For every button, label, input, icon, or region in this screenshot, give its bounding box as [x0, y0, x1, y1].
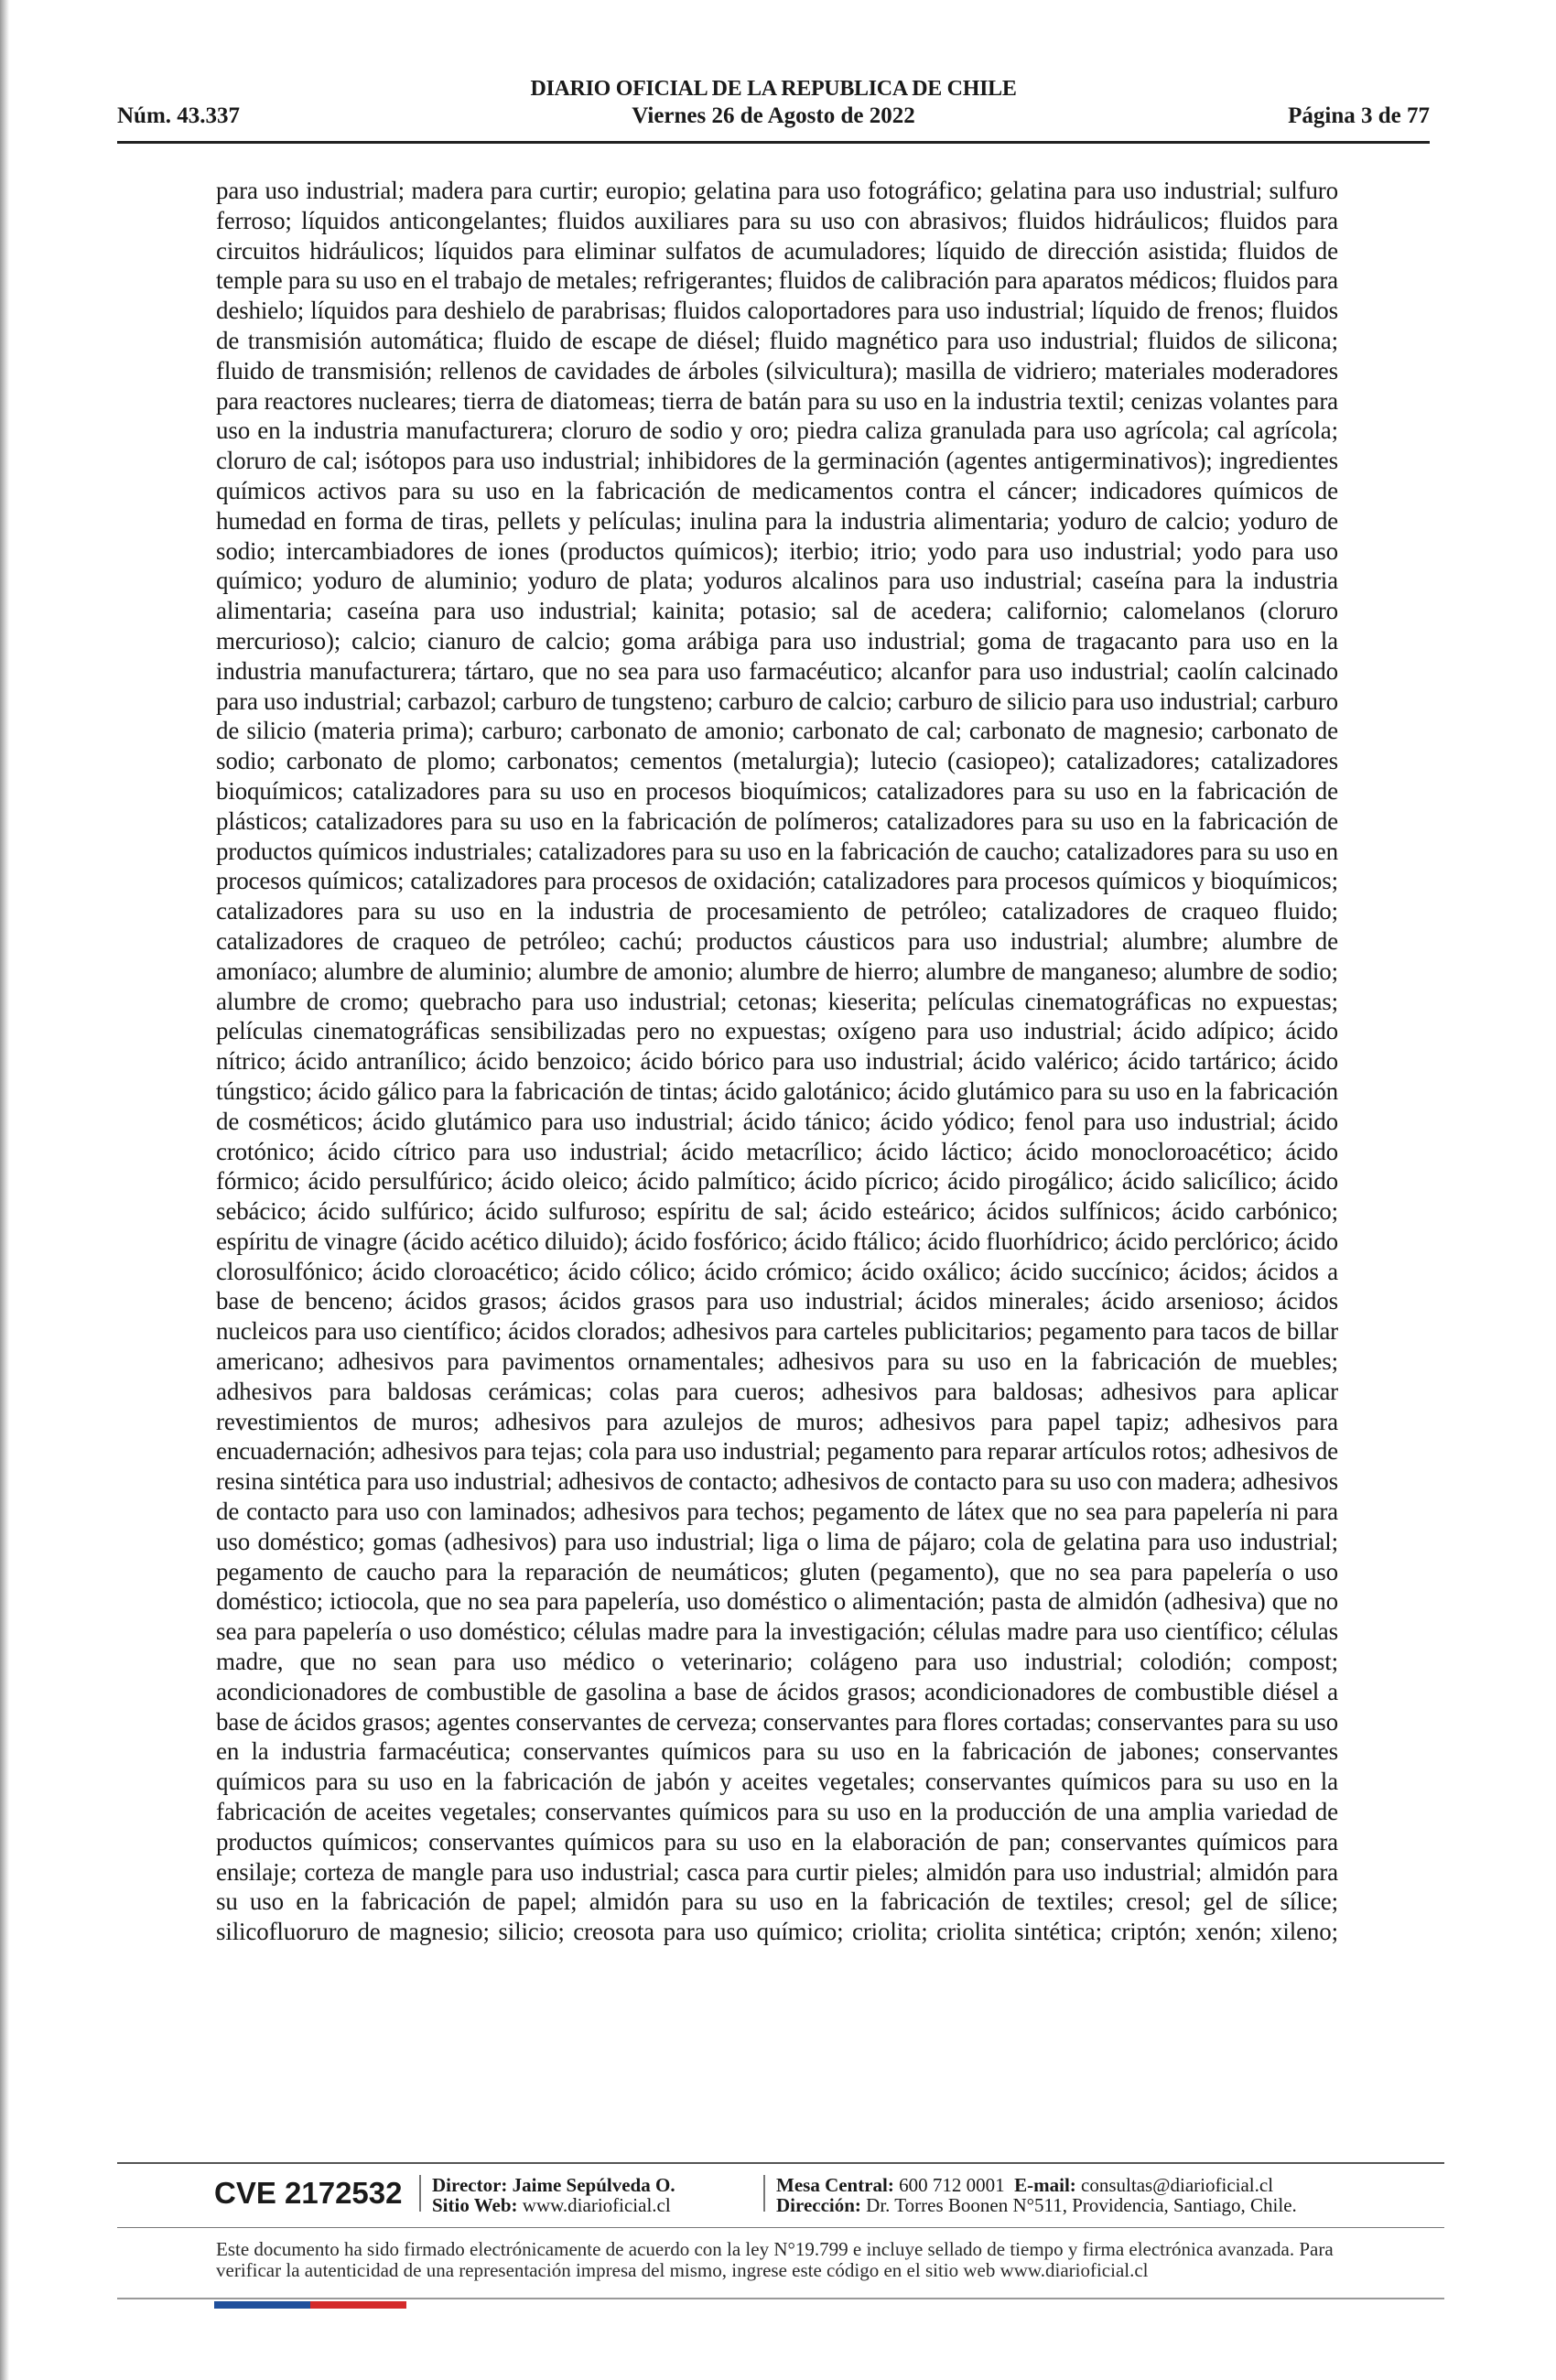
- footer-separator: [419, 2175, 421, 2212]
- newspaper-title: DIARIO OFICIAL DE LA REPUBLICA DE CHILE: [530, 77, 1017, 101]
- director-label: Director:: [432, 2174, 508, 2196]
- legal-notice: Este documento ha sido firmado electrónicamente de acuerdo con la ley N°19.799 e incluye sellado de tiempo y firma electrónica avanzada. Para verificar la autenticidad de una representación impresa del mismo, ingrese este código en el sitio web www.diarioficial.cl: [216, 2238, 1334, 2281]
- page-number: Página 3 de 77: [1288, 103, 1430, 128]
- header-divider: [117, 141, 1430, 144]
- flag-red-segment: [310, 2301, 406, 2309]
- email-label: E-mail:: [1014, 2174, 1076, 2196]
- footer-divider-middle: [117, 2227, 1444, 2228]
- website-line: [432, 2195, 675, 2215]
- email-link[interactable]: consultas@diarioficial.cl: [1081, 2174, 1274, 2196]
- cve-code: CVE 2172532: [214, 2176, 403, 2210]
- footer-separator: [763, 2175, 765, 2212]
- phone-label: Mesa Central:: [776, 2174, 894, 2196]
- footer-contact-director: [432, 2175, 675, 2215]
- flag-color-bar: [214, 2301, 406, 2309]
- phone-number: 600 712 0001: [899, 2174, 1005, 2196]
- phone-email-line: [776, 2175, 1297, 2195]
- address-text: Dr. Torres Boonen N°511, Providencia, Santiago, Chile.: [866, 2194, 1297, 2216]
- issue-number: Núm. 43.337: [117, 103, 241, 128]
- page-header: [117, 75, 1430, 146]
- website-link[interactable]: www.diarioficial.cl: [522, 2194, 671, 2216]
- header-title-block: [117, 75, 1430, 130]
- footer-divider-bottom: [117, 2298, 1444, 2299]
- director-line: [432, 2175, 675, 2195]
- issue-date: Viernes 26 de Agosto de 2022: [632, 103, 915, 128]
- address-line: [776, 2195, 1297, 2215]
- footer-divider-top: [117, 2162, 1444, 2164]
- website-label: Sitio Web:: [432, 2194, 518, 2216]
- body-text: para uso industrial; madera para curtir; europio; gelatina para uso fotográfico; gelatina para uso industrial; sulfuro ferroso; líquidos anticongelantes; fluidos auxiliares para su uso con abrasivos; fluidos hidráulicos; fluidos para circuitos hidráulicos; líquidos para eliminar sulfatos de acumuladores; líquido de dirección asistida; fluidos de temple para su uso en el trabajo de metales; refrigerantes; fluidos de calibración para aparatos médicos; fluidos para deshielo; líquidos para deshielo de parabrisas; fluidos caloportadores para uso industrial; líquido de frenos; fluidos de transmisión automática; fluido de escape de diésel; fluido magnético para uso industrial; fluidos de silicona; fluido de transmisión; rellenos de cavidades de árboles (silvicultura); masilla de vidriero; materiales moderadores para reactores nucleares; tierra de diatomeas; tierra de batán para su uso en la industria textil; cenizas volantes para uso en la industria manufacturera; cloruro de sodio y oro; piedra caliza granulada para uso agrícola; cal agrícola; cloruro de cal; isótopos para uso industrial; inhibidores de la germinación (agentes antigerminativos); ingredientes químicos activos para su uso en la fabricación de medicamentos contra el cáncer; indicadores químicos de humedad en forma de tiras, pellets y películas; inulina para la industria alimentaria; yoduro de calcio; yoduro de sodio; intercambiadores de iones (productos químicos); iterbio; itrio; yodo para uso industrial; yodo para uso químico; yoduro de aluminio; yoduro de plata; yoduros alcalinos para uso industrial; caseína para la industria alimentaria; caseína para uso industrial; kainita; potasio; sal de acedera; californio; calomelanos (cloruro mercurioso); calcio; cianuro de calcio; goma arábiga para uso industrial; goma de tragacanto para uso en la industria manufacturera; tártaro, que no sea para uso farmacéutico; alcanfor para uso industrial; caolín calcinado para uso industrial; carbazol; carburo de tungsteno; carburo de calcio; carburo de silicio para uso industrial; carburo de silicio (materia prima); carburo; carbonato de amonio; carbonato de cal; carbonato de magnesio; carbonato de sodio; carbonato de plomo; carbonatos; cementos (metalurgia); lutecio (casiopeo); catalizadores; catalizadores bioquímicos; catalizadores para su uso en procesos bioquímicos; catalizadores para su uso en la fabricación de plásticos; catalizadores para su uso en la fabricación de polímeros; catalizadores para su uso en la fabricación de productos químicos industriales; catalizadores para su uso en la fabricación de caucho; catalizadores para su uso en procesos químicos; catalizadores para procesos de oxidación; catalizadores para procesos químicos y bioquímicos; catalizadores para su uso en la industria de procesamiento de petróleo; catalizadores de craqueo fluido; catalizadores de craqueo de petróleo; cachú; productos cáusticos para uso industrial; alumbre; alumbre de amoníaco; alumbre de aluminio; alumbre de amonio; alumbre de hierro; alumbre de manganeso; alumbre de sodio; alumbre de cromo; quebracho para uso industrial; cetonas; kieserita; películas cinematográficas no expuestas; películas cinematográficas sensibilizadas pero no expuestas; oxígeno para uso industrial; ácido adípico; ácido nítrico; ácido antranílico; ácido benzoico; ácido bórico para uso industrial; ácido valérico; ácido tartárico; ácido túngstico; ácido gálico para la fabricación de tintas; ácido galotánico; ácido glutámico para su uso en la fabricación de cosméticos; ácido glutámico para uso industrial; ácido tánico; ácido yódico; fenol para uso industrial; ácido crotónico; ácido cítrico para uso industrial; ácido metacrílico; ácido láctico; ácido monocloroacético; ácido fórmico; ácido persulfúrico; ácido oleico; ácido palmítico; ácido pícrico; ácido pirogálico; ácido salicílico; ácido sebácico; ácido sulfúrico; ácido sulfuroso; espíritu de sal; ácido esteárico; ácidos sulfínicos; ácido carbónico; espíritu de vinagre (ácido acético diluido); ácido fosfórico; ácido ftálico; ácido fluorhídrico; ácido perclórico; ácido clorosulfónico; ácido cloroacético; ácido cólico; ácido crómico; ácido oxálico; ácido succínico; ácidos; ácidos a base de benceno; ácidos grasos; ácidos grasos para uso industrial; ácidos minerales; ácido arsenioso; ácidos nucleicos para uso científico; ácidos clorados; adhesivos para carteles publicitarios; pegamento para tacos de billar americano; adhesivos para pavimentos ornamentales; adhesivos para su uso en la fabricación de muebles; adhesivos para baldosas cerámicas; colas para cueros; adhesivos para baldosas; adhesivos para aplicar revestimientos de muros; adhesivos para azulejos de muros; adhesivos para papel tapiz; adhesivos para encuadernación; adhesivos para tejas; cola para uso industrial; pegamento para reparar artículos rotos; adhesivos de resina sintética para uso industrial; adhesivos de contacto; adhesivos de contacto para su uso con madera; adhesivos de contacto para uso con laminados; adhesivos para techos; pegamento de látex que no sea para papelería ni para uso doméstico; gomas (adhesivos) para uso industrial; liga o lima de pájaro; cola de gelatina para uso industrial; pegamento de caucho para la reparación de neumáticos; gluten (pegamento), que no sea para papelería o uso doméstico; ictiocola, que no sea para papelería, uso doméstico o alimentación; pasta de almidón (adhesiva) que no sea para papelería o uso doméstico; células madre para la investigación; células madre para uso científico; células madre, que no sean para uso médico o veterinario; colágeno para uso industrial; colodión; compost; acondicionadores de combustible de gasolina a base de ácidos grasos; acondicionadores de combustible diésel a base de ácidos grasos; agentes conservantes de cerveza; conservantes para flores cortadas; conservantes para su uso en la industria farmacéutica; conservantes químicos para su uso en la fabricación de jabones; conservantes químicos para su uso en la fabricación de jabón y aceites vegetales; conservantes químicos para su uso en la fabricación de aceites vegetales; conservantes químicos para su uso en la producción de una amplia variedad de productos químicos; conservantes químicos para su uso en la elaboración de pan; conservantes químicos para ensilaje; corteza de mangle para uso industrial; casca para curtir pieles; almidón para uso industrial; almidón para su uso en la fabricación de papel; almidón para su uso en la fabricación de textiles; cresol; gel de sílice; silicofluoruro de magnesio; silicio; creosota para uso químico; criolita; criolita sintética; criptón; xenón; xileno;: [216, 177, 1338, 1946]
- page-edge-shadow: [0, 0, 9, 2380]
- footer-contact-central: [776, 2175, 1297, 2215]
- director-name: Jaime Sepúlveda O.: [512, 2174, 675, 2196]
- flag-blue-segment: [214, 2301, 310, 2309]
- address-label: Dirección:: [776, 2194, 861, 2216]
